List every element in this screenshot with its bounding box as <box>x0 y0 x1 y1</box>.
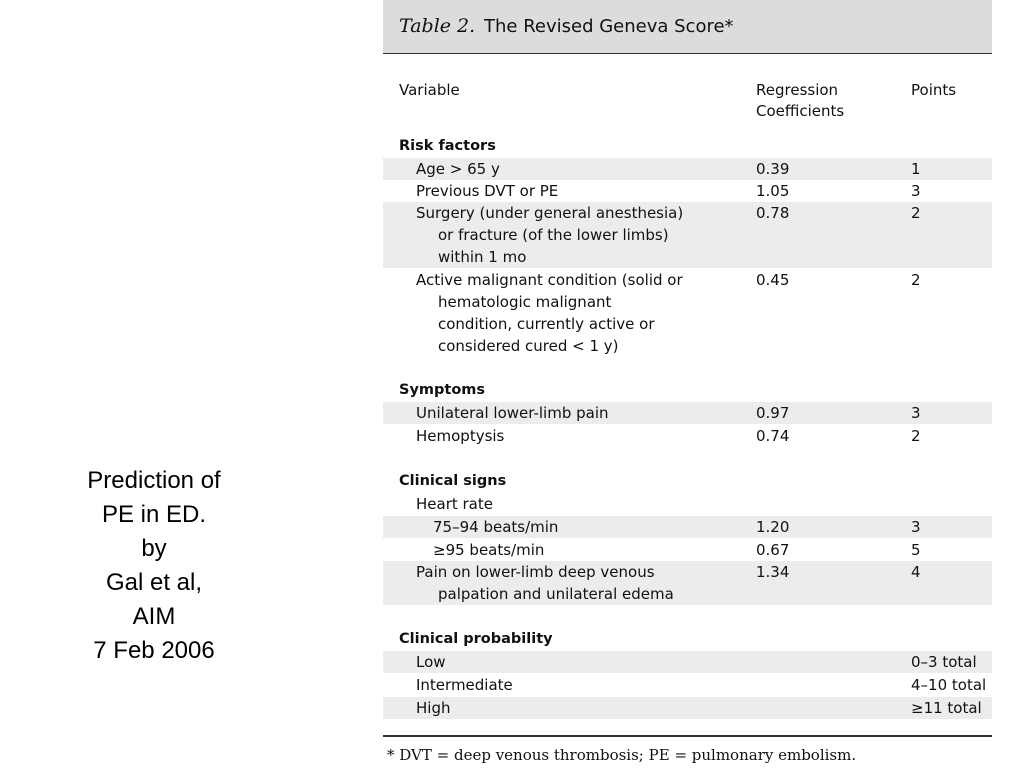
caption-line: PE in ED. <box>101 501 207 528</box>
table-title: The Revised Geneva Score* <box>484 16 734 37</box>
row-points: 3 <box>911 404 921 422</box>
row-variable: Intermediate <box>416 676 513 694</box>
geneva-score-table <box>383 0 992 768</box>
row-coef: 0.45 <box>756 271 790 289</box>
row-coef: 1.34 <box>756 563 790 581</box>
row-points: 3 <box>911 182 921 200</box>
caption-line: Prediction of <box>87 467 221 494</box>
row-variable <box>416 202 683 268</box>
row-variable-line: condition, currently active or <box>438 315 655 333</box>
row-variable-line: considered cured < 1 y) <box>438 337 619 355</box>
table-title-bar <box>383 0 992 54</box>
row-coef: 0.39 <box>756 160 790 178</box>
row-points: 2 <box>911 427 921 445</box>
row-variable: Unilateral lower-limb pain <box>416 404 609 422</box>
row-variable-line: palpation and unilateral edema <box>438 585 674 603</box>
header-points: Points <box>911 81 957 99</box>
table-row <box>383 268 992 358</box>
row-variable: High <box>416 699 451 717</box>
row-variable: Age > 65 y <box>416 160 500 178</box>
table-row <box>383 493 992 515</box>
row-points: 2 <box>911 204 921 222</box>
row-points: 5 <box>911 541 921 559</box>
row-points: 1 <box>911 160 921 178</box>
row-points: 0–3 total <box>911 653 977 671</box>
table-row <box>383 697 992 719</box>
table-row <box>383 180 992 202</box>
row-coef: 0.67 <box>756 541 790 559</box>
row-coef: 0.78 <box>756 204 790 222</box>
row-variable: Heart rate <box>416 495 493 513</box>
row-variable-line: Active malignant condition (solid or <box>416 271 683 289</box>
row-variable-line: or fracture (of the lower limbs) <box>438 226 669 244</box>
row-variable-line: Surgery (under general anesthesia) <box>416 204 684 222</box>
row-variable-line: within 1 mo <box>438 248 527 266</box>
header-variable: Variable <box>399 81 460 99</box>
table-row <box>383 516 992 538</box>
row-coef: 0.97 <box>756 404 790 422</box>
row-variable: Previous DVT or PE <box>416 182 559 200</box>
table-row <box>383 158 992 180</box>
caption-line: Gal et al, <box>105 569 203 596</box>
table-row <box>383 402 992 424</box>
section-clinical-probability: Clinical probability <box>399 631 553 647</box>
section-clinical-signs: Clinical signs <box>399 473 507 489</box>
slide-caption <box>40 464 268 668</box>
table-row <box>383 561 992 605</box>
row-variable: Low <box>416 653 446 671</box>
section-risk-factors: Risk factors <box>399 138 496 154</box>
table-row <box>383 539 992 561</box>
header-coef-line2: Coefficients <box>756 102 845 120</box>
row-points: 3 <box>911 518 921 536</box>
row-points: 2 <box>911 271 921 289</box>
row-variable-line: Pain on lower-limb deep venous <box>416 563 655 581</box>
table-label: Table 2. <box>399 15 476 37</box>
table-row <box>383 425 992 447</box>
row-coef: 0.74 <box>756 427 790 445</box>
row-variable: ≥95 beats/min <box>433 541 545 559</box>
row-coef: 1.20 <box>756 518 790 536</box>
caption-line: 7 Feb 2006 <box>93 637 215 664</box>
table-bottom-rule <box>383 735 992 737</box>
caption-line: by <box>141 535 167 562</box>
table-row <box>383 674 992 696</box>
row-points: ≥11 total <box>911 699 982 717</box>
row-points: 4–10 total <box>911 676 987 694</box>
row-variable: Hemoptysis <box>416 427 505 445</box>
table-row <box>383 651 992 673</box>
row-points: 4 <box>911 563 921 581</box>
row-variable <box>416 561 674 605</box>
row-coef: 1.05 <box>756 182 790 200</box>
row-variable: 75–94 beats/min <box>433 518 559 536</box>
header-coef-line1: Regression <box>756 81 839 99</box>
row-variable <box>416 269 683 357</box>
table-footnote: * DVT = deep venous thrombosis; PE = pulmonary embolism. <box>387 746 857 764</box>
row-variable-line: hematologic malignant <box>438 293 612 311</box>
table-row <box>383 202 992 268</box>
caption-line: AIM <box>132 603 176 630</box>
section-symptoms: Symptoms <box>399 382 486 398</box>
